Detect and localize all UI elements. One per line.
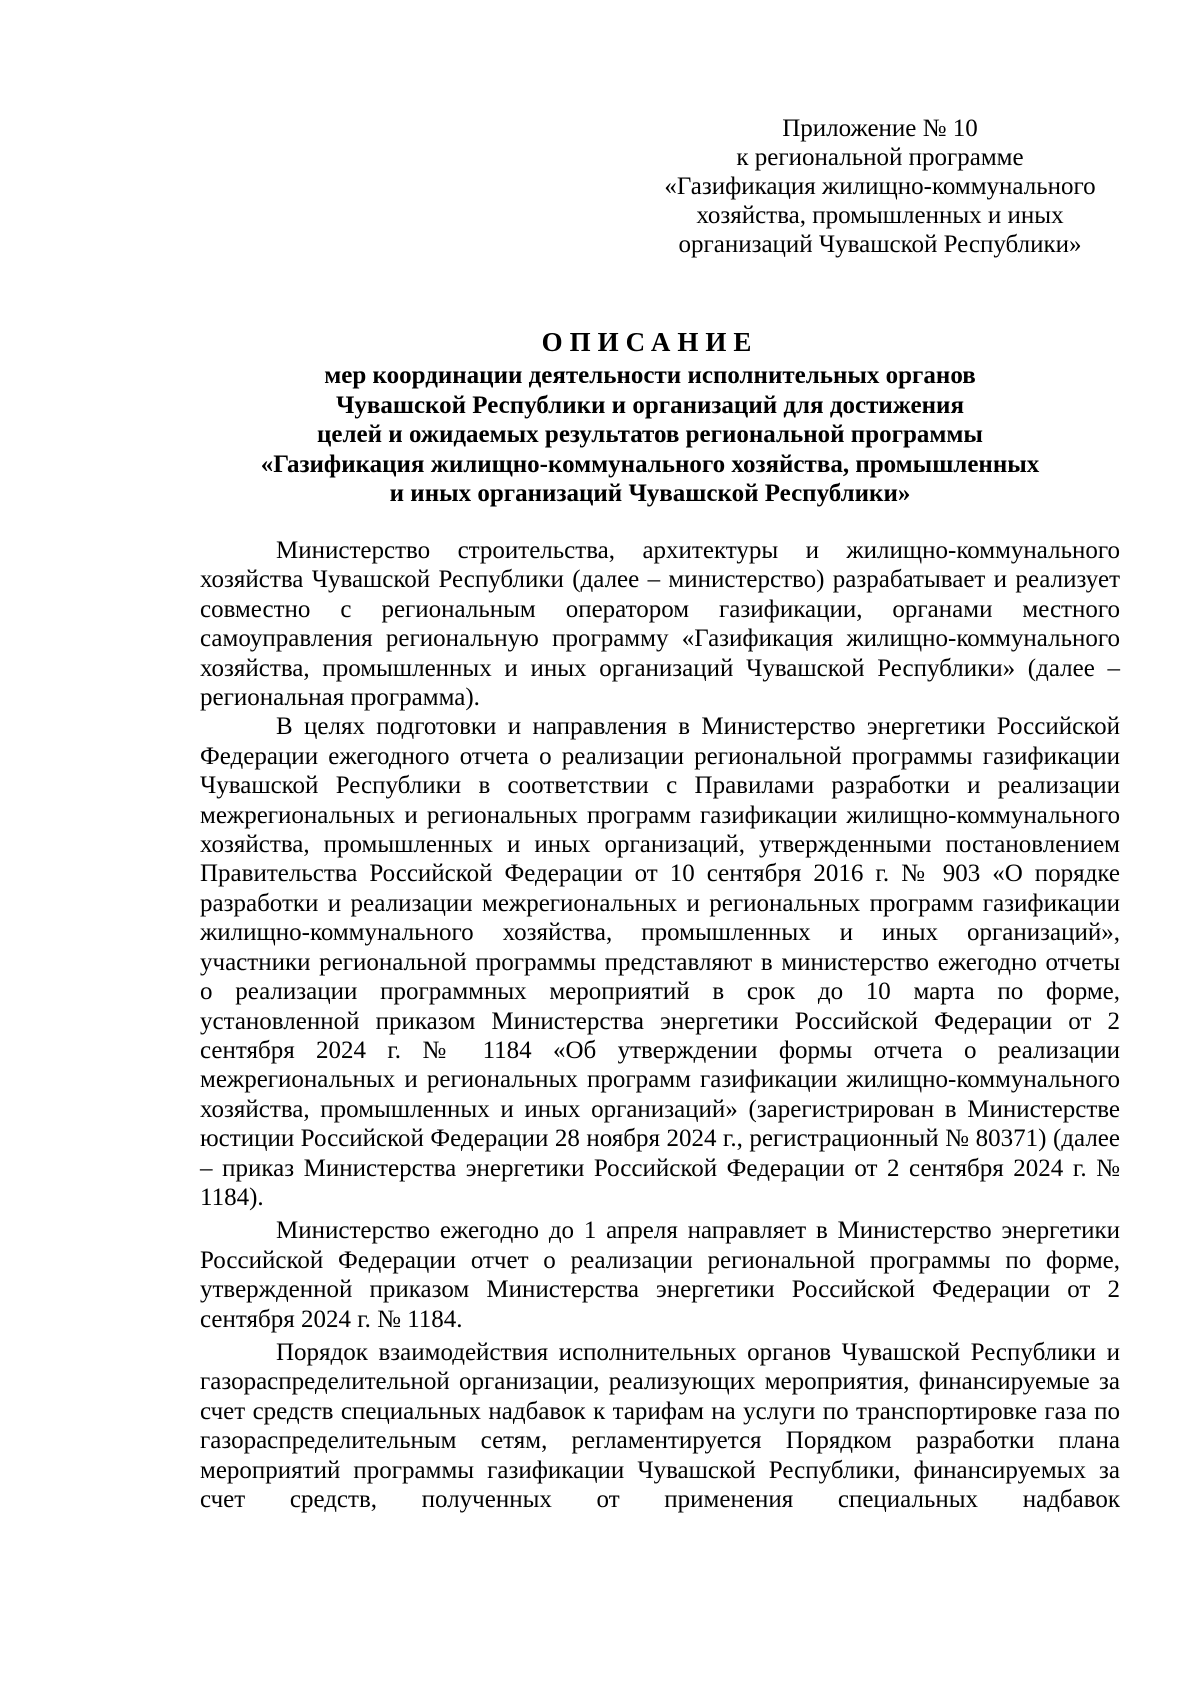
appendix-line: Приложение № 10: [782, 115, 978, 142]
body-paragraph-procedure: Порядок взаимодействия исполнительных органов Чувашской Республики и газораспределительной организации, реализующих мероприятия, финансируемые за счет средств специальных надбавок к тарифам на услуги по транспортировке газа по газораспределительным сетям, регламентируется Порядком разработки плана мероприятий программы газификации Чувашской Республики, финансируемых за счет средств, полученных от применения специальных надбавок: [200, 1338, 1120, 1513]
heading-subtitle-line: мер координации деятельности исполнительных органов: [324, 362, 976, 389]
appendix-line: организаций Чувашской Республики»: [678, 231, 1082, 258]
heading-subtitle-line: «Газификация жилищно-коммунального хозяйства, промышленных: [260, 450, 1040, 478]
document-title: ОПИСАНИЕ: [541, 327, 759, 357]
appendix-line: хозяйства, промышленных и иных: [696, 202, 1064, 229]
heading-subtitle-line: Чувашской Республики и организаций для достижения: [336, 391, 964, 419]
document-heading: [180, 325, 1120, 509]
body-paragraph-ministry: Министерство строительства, архитектуры и жилищно-коммунального хозяйства Чувашской Республики (далее – министерство) разрабатывает и реализует совместно с региональным оператором газификации, органами местного самоуправления региональную программу «Газификация жилищно-коммунального хозяйства, промышленных и иных организаций Чувашской Республики» (далее – региональная программа).: [200, 537, 1120, 712]
document-body: [200, 536, 1120, 1514]
heading-subtitle-line: и иных организаций Чувашской Республики»: [389, 480, 911, 507]
appendix-line: к региональной программе: [736, 144, 1024, 171]
body-paragraph-annual-report: Министерство ежегодно до 1 апреля направляет в Министерство энергетики Российской Федерации отчет о реализации региональной программы по форме, утвержденной приказом Министерства энергетики Российской Федерации от 2 сентября 2024 г. № 1184.: [200, 1217, 1120, 1333]
body-paragraph-reporting: В целях подготовки и направления в Министерство энергетики Российской Федерации ежегодного отчета о реализации региональной программы газификации Чувашской Республики в соответствии с Правилами разработки и реализации межрегиональных и региональных программ газификации жилищно-коммунального хозяйства, промышленных и иных организаций, утвержденными постановлением Правительства Российской Федерации от 10 сентября 2016 г. № 903 «О порядке разработки и реализации межрегиональных и региональных программ газификации жилищно-коммунального хозяйства, промышленных и иных организаций», участники региональной программы представляют в министерство ежегодно отчеты о реализации программных мероприятий в срок до 10 марта по форме, установленной приказом Министерства энергетики Российской Федерации от 2 сентября 2024 г. № 1184 «Об утверждении формы отчета о реализации межрегиональных и региональных программ газификации жилищно-коммунального хозяйства, промышленных и иных организаций» (зарегистрирован в Министерстве юстиции Российской Федерации 28 ноября 2024 г., регистрационный № 80371) (далее – приказ Министерства энергетики Российской Федерации от 2 сентября 2024 г. № 1184).: [200, 713, 1120, 1211]
heading-subtitle-line: целей и ожидаемых результатов региональной программы: [317, 421, 983, 448]
appendix-block: [640, 114, 1120, 259]
appendix-line: «Газификация жилищно-коммунального: [664, 173, 1096, 200]
